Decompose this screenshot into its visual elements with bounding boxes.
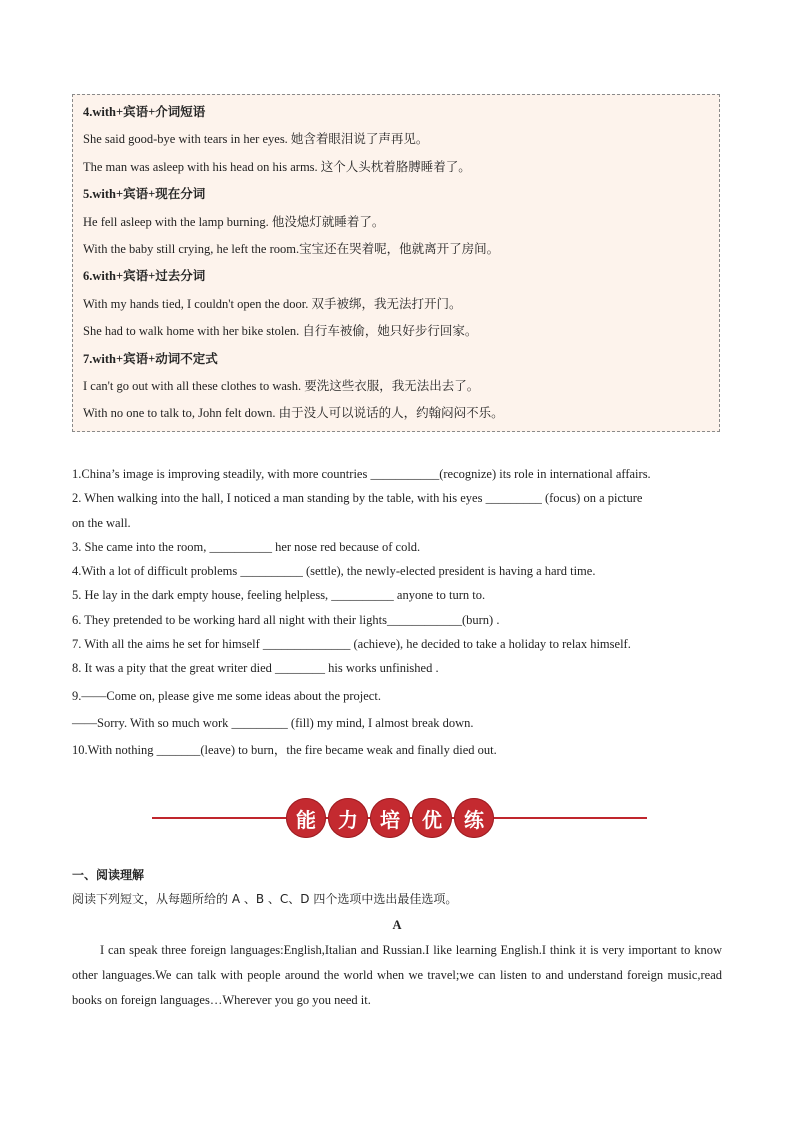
section-instruction: 阅读下列短文，从每题所给的 A 、B 、C、D 四个选项中选出最佳选项。	[72, 892, 458, 906]
exercise-item-continued: ——Sorry. With so much work _________ (fill) my mind, I almost break down.	[72, 715, 474, 730]
grammar-example: With no one to talk to, John felt down. 由于没人可以说话的人，约翰闷闷不乐。	[83, 406, 504, 421]
exercise-item-continued: on the wall.	[72, 515, 131, 530]
passage-label: A	[392, 918, 402, 932]
grammar-example: With the baby still crying, he left the room.宝宝还在哭着呢，他就离开了房间。	[83, 242, 500, 257]
exercise-list	[72, 462, 722, 763]
grammar-notes-box	[72, 94, 720, 432]
exercise-item: 1.China’s image is improving steadily, with more countries ___________(recognize) its role in international affairs.	[72, 467, 651, 481]
exercise-item: 8. It was a pity that the great writer died ________ his works unfinished .	[72, 661, 439, 676]
banner-title	[286, 798, 494, 838]
section-banner	[152, 796, 647, 840]
grammar-example: She said good-bye with tears in her eyes. 她含着眼泪说了声再见。	[83, 132, 429, 147]
exercise-item: 4.With a lot of difficult problems __________ (settle), the newly-elected president is having a hard time.	[72, 564, 596, 579]
grammar-heading: 5.with+宾语+现在分词	[83, 187, 206, 202]
grammar-heading: 6.with+宾语+过去分词	[83, 269, 206, 284]
grammar-example: She had to walk home with her bike stolen. 自行车被偷，她只好步行回家。	[83, 324, 478, 339]
banner-char: 能	[286, 798, 326, 838]
grammar-example: With my hands tied, I couldn't open the door. 双手被绑，我无法打开门。	[83, 296, 462, 311]
exercise-item: 5. He lay in the dark empty house, feeling helpless, __________ anyone to turn to.	[72, 588, 486, 603]
exercise-item: 10.With nothing _______(leave) to burn，the fire became weak and finally died out.	[72, 743, 497, 758]
passage-paragraph: I can speak three foreign languages:English,Italian and Russian.I like learning English.I think it is very important to know other languages.We can talk with people around the world when we travel;we can listen to and understand foreign music,read books on foreign languages…Wherever you go you need it.	[72, 943, 722, 1007]
grammar-heading: 4.with+宾语+介词短语	[83, 105, 206, 119]
banner-char: 培	[370, 798, 410, 838]
grammar-example: He fell asleep with the lamp burning. 他没熄灯就睡着了。	[83, 214, 385, 229]
grammar-example: The man was asleep with his head on his arms. 这个人头枕着胳膊睡着了。	[83, 159, 471, 174]
grammar-heading: 7.with+宾语+动词不定式	[83, 351, 218, 366]
exercise-item: 9.——Come on, please give me some ideas about the project.	[72, 688, 381, 703]
exercise-item: 6. They pretended to be working hard all night with their lights____________(burn) .	[72, 612, 500, 627]
banner-char: 优	[412, 798, 452, 838]
section-title: 一、阅读理解	[72, 868, 145, 882]
banner-char: 练	[454, 798, 494, 838]
banner-char: 力	[328, 798, 368, 838]
exercise-item: 2. When walking into the hall, I noticed a man standing by the table, with his eyes _________ (focus) on a picture	[72, 491, 643, 506]
exercise-item: 7. With all the aims he set for himself ______________ (achieve), he decided to take a holiday to relax himself.	[72, 637, 631, 652]
exercise-item: 3. She came into the room, __________ her nose red because of cold.	[72, 539, 421, 554]
reading-section	[72, 864, 722, 1013]
grammar-example: I can't go out with all these clothes to wash. 要洗这些衣服，我无法出去了。	[83, 379, 480, 394]
